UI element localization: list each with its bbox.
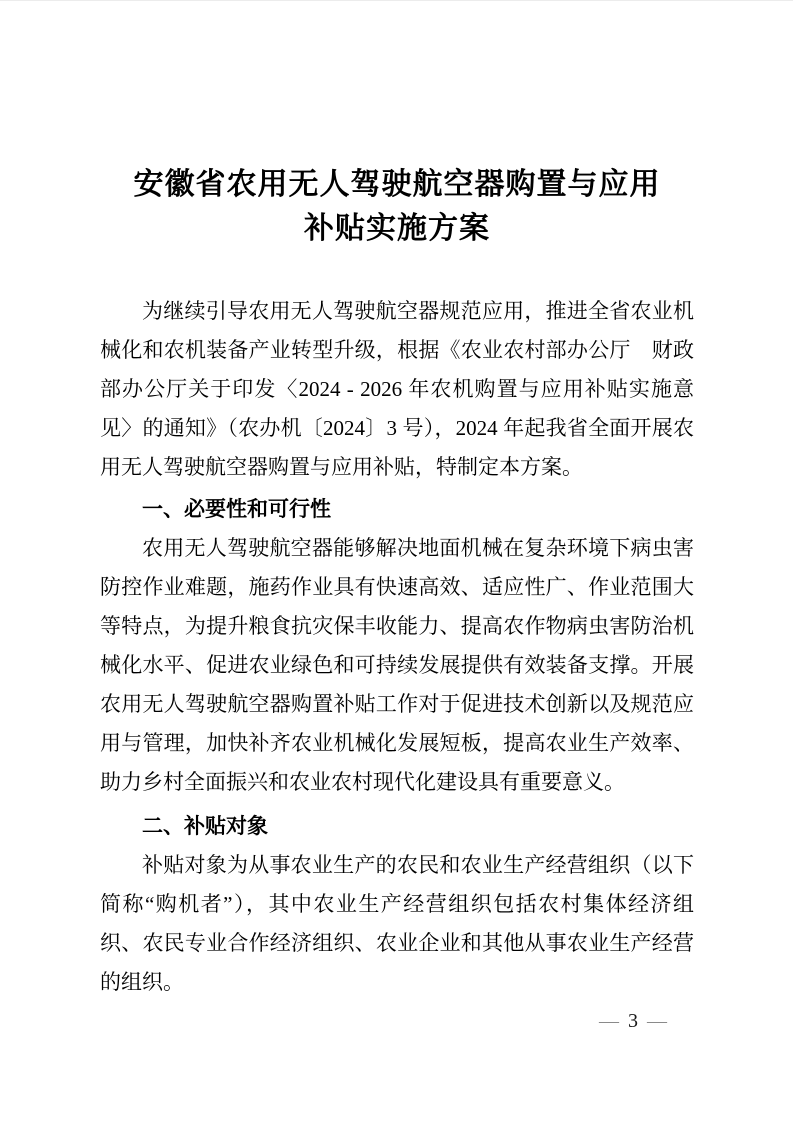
document-body [100, 292, 694, 1002]
section-2-paragraph: 补贴对象为从事农业生产的农民和农业生产经营组织（以下简称“购机者”），其中农业生产经营组织包括农村集体经济组织、农民专业合作经济组织、农业企业和其他从事农业生产经营的组织。 [100, 853, 694, 994]
page-footer [599, 1009, 667, 1033]
title-line-2: 补贴实施方案 [304, 212, 490, 245]
title-line-1: 安徽省农用无人驾驶航空器购置与应用 [133, 168, 661, 201]
intro-paragraph: 为继续引导农用无人驾驶航空器规范应用，推进全省农业机械化和农机装备产业转型升级，根据《农业农村部办公厅 财政部办公厅关于印发〈2024 - 2026 年农机购置与应用补贴实施意见〉的通知》（农办机〔2024〕3 号），2024 年起我省全面开展农用无人驾驶航空器购置与应用补贴，特制定本方案。 [100, 299, 694, 479]
document-title [100, 163, 694, 251]
page-number-dash-right: — [647, 1010, 667, 1032]
section-1-heading: 一、必要性和可行性 [142, 498, 331, 521]
section-1-paragraph: 农用无人驾驶航空器能够解决地面机械在复杂环境下病虫害防控作业难题，施药作业具有快速高效、适应性广、作业范围大等特点，为提升粮食抗灾保丰收能力、提高农作物病虫害防治机械化水平、促进农业绿色和可持续发展提供有效装备支撑。开展农用无人驾驶航空器购置补贴工作对于促进技术创新以及规范应用与管理，加快补齐农业机械化发展短板，提高农业生产效率、助力乡村全面振兴和农业农村现代化建设具有重要意义。 [100, 536, 694, 794]
section-2-heading: 二、补贴对象 [142, 815, 268, 838]
page-number-dash-left: — [599, 1010, 619, 1032]
page-number: 3 [628, 1010, 638, 1032]
